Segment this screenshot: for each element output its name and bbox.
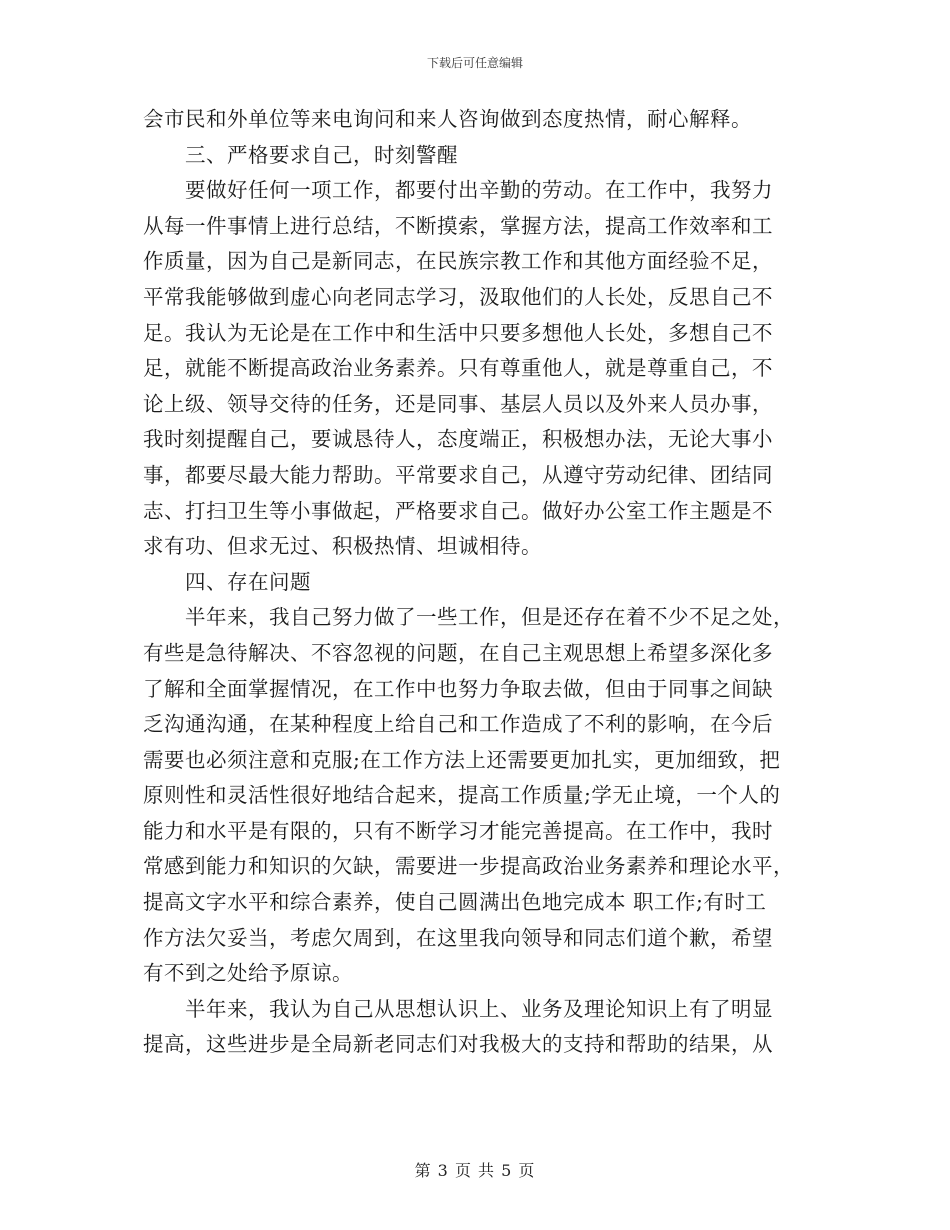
- text-line: 求有功、但求无过、积极热情、坦诚相待。: [143, 534, 542, 559]
- text-line: 会市民和外单位等来电询问和来人咨询做到态度热情，耐心解释。: [143, 107, 752, 131]
- text-line: 我时刻提醒自己，要诚恳待人，态度端正，积极想办法，无论大事小: [143, 427, 773, 452]
- text-line: 半年来，我自己努力做了一些工作，但是还存在着不少不足之处，: [185, 605, 794, 630]
- text-line: 四、存在问题: [185, 569, 311, 594]
- text-line: 需要也必须注意和克服;在工作方法上还需要更加扎实，更加细致，把: [143, 747, 781, 772]
- text-line: 足。我认为无论是在工作中和生活中只要多想他人长处，多想自己不: [143, 320, 773, 345]
- text-line: 事，都要尽最大能力帮助。平常要求自己，从遵守劳动纪律、团结同: [143, 462, 773, 487]
- text-line: 常感到能力和知识的欠缺，需要进一步提高政治业务素养和理论水平，: [143, 854, 794, 879]
- text-line: 有不到之处给予原谅。: [143, 961, 353, 986]
- text-line: 平常我能够做到虚心向老同志学习，汲取他们的人长处，反思自己不: [143, 284, 773, 309]
- text-line: 半年来，我认为自己从思想认识上、业务及理论知识上有了明显: [185, 996, 773, 1021]
- page-header-note: 下载后可任意编辑: [426, 56, 523, 70]
- text-line: 能力和水平是有限的，只有不断学习才能完善提高。在工作中，我时: [143, 818, 773, 843]
- text-line: 了解和全面掌握情况，在工作中也努力争取去做，但由于同事之间缺: [143, 676, 773, 701]
- text-line: 提高，这些进步是全局新老同志们对我极大的支持和帮助的结果，从: [143, 1032, 773, 1057]
- text-line: 作方法欠妥当，考虑欠周到，在这里我向领导和同志们道个歉，希望: [143, 925, 773, 950]
- text-line: 乏沟通沟通，在某种程度上给自己和工作造成了不利的影响，在今后: [143, 712, 773, 737]
- text-line: 志、打扫卫生等小事做起，严格要求自己。做好办公室工作主题是不: [143, 498, 773, 523]
- text-line: 原则性和灵活性很好地结合起来，提高工作质量;学无止境，一个人的: [143, 783, 781, 808]
- text-line: 足，就能不断提高政治业务素养。只有尊重他人，就是尊重自己，不: [143, 356, 773, 381]
- text-line: 三、严格要求自己，时刻警醒: [185, 142, 458, 167]
- text-line: 从每一件事情上进行总结，不断摸索，掌握方法，提高工作效率和工: [143, 213, 773, 238]
- page-number: 第 3 页 共 5 页: [414, 1161, 536, 1180]
- text-line: 有些是急待解决、不容忽视的问题，在自己主观思想上希望多深化多: [143, 640, 773, 665]
- text-line: 要做好任何一项工作，都要付出辛勤的劳动。在工作中，我努力: [185, 178, 773, 203]
- text-line: 论上级、领导交待的任务，还是同事、基层人员以及外来人员办事，: [143, 391, 773, 416]
- text-line: 作质量，因为自己是新同志，在民族宗教工作和其他方面经验不足，: [143, 249, 773, 274]
- document-body: [143, 102, 807, 1063]
- text-line: 提高文字水平和综合素养，使自己圆满出色地完成本 职工作;有时工: [143, 890, 767, 915]
